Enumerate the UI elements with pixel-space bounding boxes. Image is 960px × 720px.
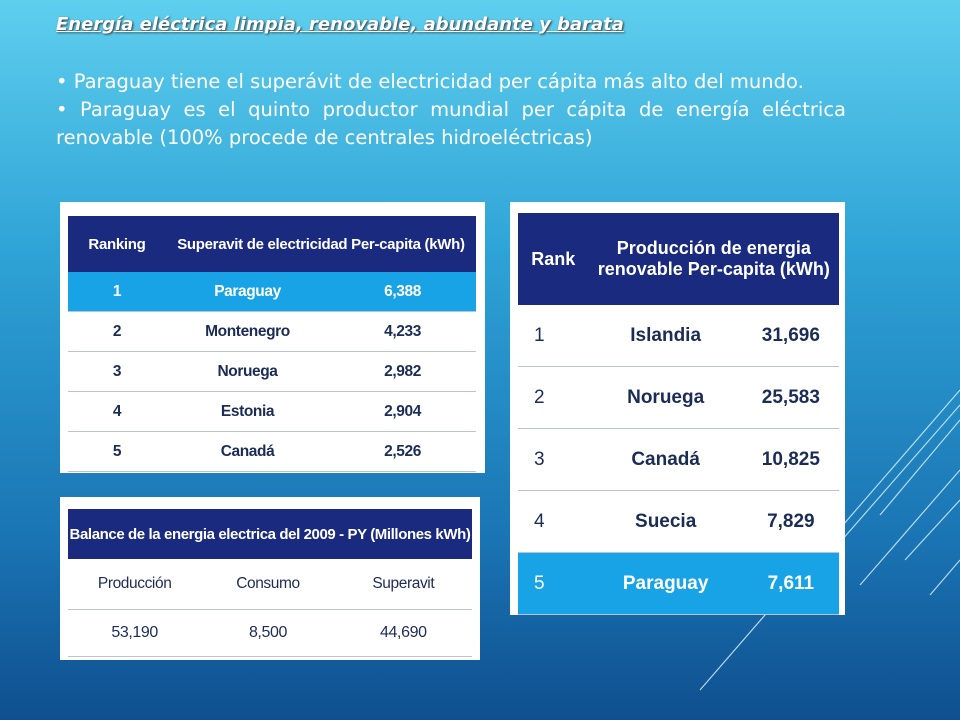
table-row	[68, 559, 472, 610]
cell-value: 2,526	[329, 432, 476, 472]
cell-rank: 1	[68, 272, 166, 312]
cell-country: Islandia	[589, 305, 743, 367]
cell-country: Paraguay	[166, 272, 329, 312]
energy-balance-table-panel	[60, 497, 480, 660]
table-row	[68, 352, 476, 392]
table-row	[518, 491, 839, 553]
cell-value: 2,904	[329, 392, 476, 432]
energy-balance-title: Balance de la energia electrica del 2009 - PY (Millones kWh)	[68, 509, 472, 559]
slide-title: Energía eléctrica limpia, renovable, abundante y barata	[56, 14, 624, 35]
cell-rank: 3	[68, 352, 166, 392]
column-header-surplus: Superavit	[335, 559, 472, 610]
cell-country: Estonia	[166, 392, 329, 432]
cell-value: 4,233	[329, 312, 476, 352]
cell-rank: 3	[518, 429, 589, 491]
cell-consumption: 8,500	[201, 610, 334, 657]
column-header-ranking: Ranking	[68, 216, 166, 272]
table-row	[518, 429, 839, 491]
column-header-production: Producción	[68, 559, 201, 610]
cell-production: 53,190	[68, 610, 201, 657]
cell-value: 25,583	[743, 367, 839, 429]
column-header-surplus: Superavit de electricidad Per-capita (kWh)	[166, 216, 476, 272]
cell-rank: 1	[518, 305, 589, 367]
table-row	[68, 432, 476, 472]
bullet-item: • Paraguay es el quinto productor mundial per cápita de energía eléctrica renovable (100% procede de centrales hidroeléctricas)	[56, 98, 846, 149]
cell-country: Montenegro	[166, 312, 329, 352]
cell-rank: 4	[518, 491, 589, 553]
cell-value: 7,611	[743, 553, 839, 615]
table-row	[68, 392, 476, 432]
cell-surplus: 44,690	[335, 610, 472, 657]
table-row	[68, 312, 476, 352]
cell-value: 2,982	[329, 352, 476, 392]
cell-country: Paraguay	[589, 553, 743, 615]
table-row	[518, 553, 839, 615]
cell-value: 6,388	[329, 272, 476, 312]
cell-country: Suecia	[589, 491, 743, 553]
column-header-consumption: Consumo	[201, 559, 334, 610]
cell-rank: 2	[68, 312, 166, 352]
cell-rank: 4	[68, 392, 166, 432]
table-row	[518, 305, 839, 367]
energy-balance-table	[68, 509, 472, 657]
table-row	[68, 610, 472, 657]
bullet-list	[56, 68, 846, 152]
bullet-item: • Paraguay tiene el superávit de electricidad per cápita más alto del mundo.	[56, 70, 804, 93]
renewable-production-table-panel	[510, 202, 845, 615]
cell-rank: 5	[518, 553, 589, 615]
cell-value: 7,829	[743, 491, 839, 553]
surplus-ranking-table-panel	[60, 202, 485, 473]
cell-country: Canadá	[589, 429, 743, 491]
table-row	[68, 272, 476, 312]
surplus-ranking-table	[68, 216, 476, 472]
column-header-renewable: Producción de energia renovable Per-capita (kWh)	[589, 213, 839, 305]
column-header-rank: Rank	[518, 213, 589, 305]
table-row	[518, 367, 839, 429]
cell-country: Noruega	[589, 367, 743, 429]
renewable-production-table	[518, 213, 839, 615]
cell-country: Noruega	[166, 352, 329, 392]
cell-country: Canadá	[166, 432, 329, 472]
cell-rank: 5	[68, 432, 166, 472]
cell-value: 10,825	[743, 429, 839, 491]
cell-value: 31,696	[743, 305, 839, 367]
cell-rank: 2	[518, 367, 589, 429]
